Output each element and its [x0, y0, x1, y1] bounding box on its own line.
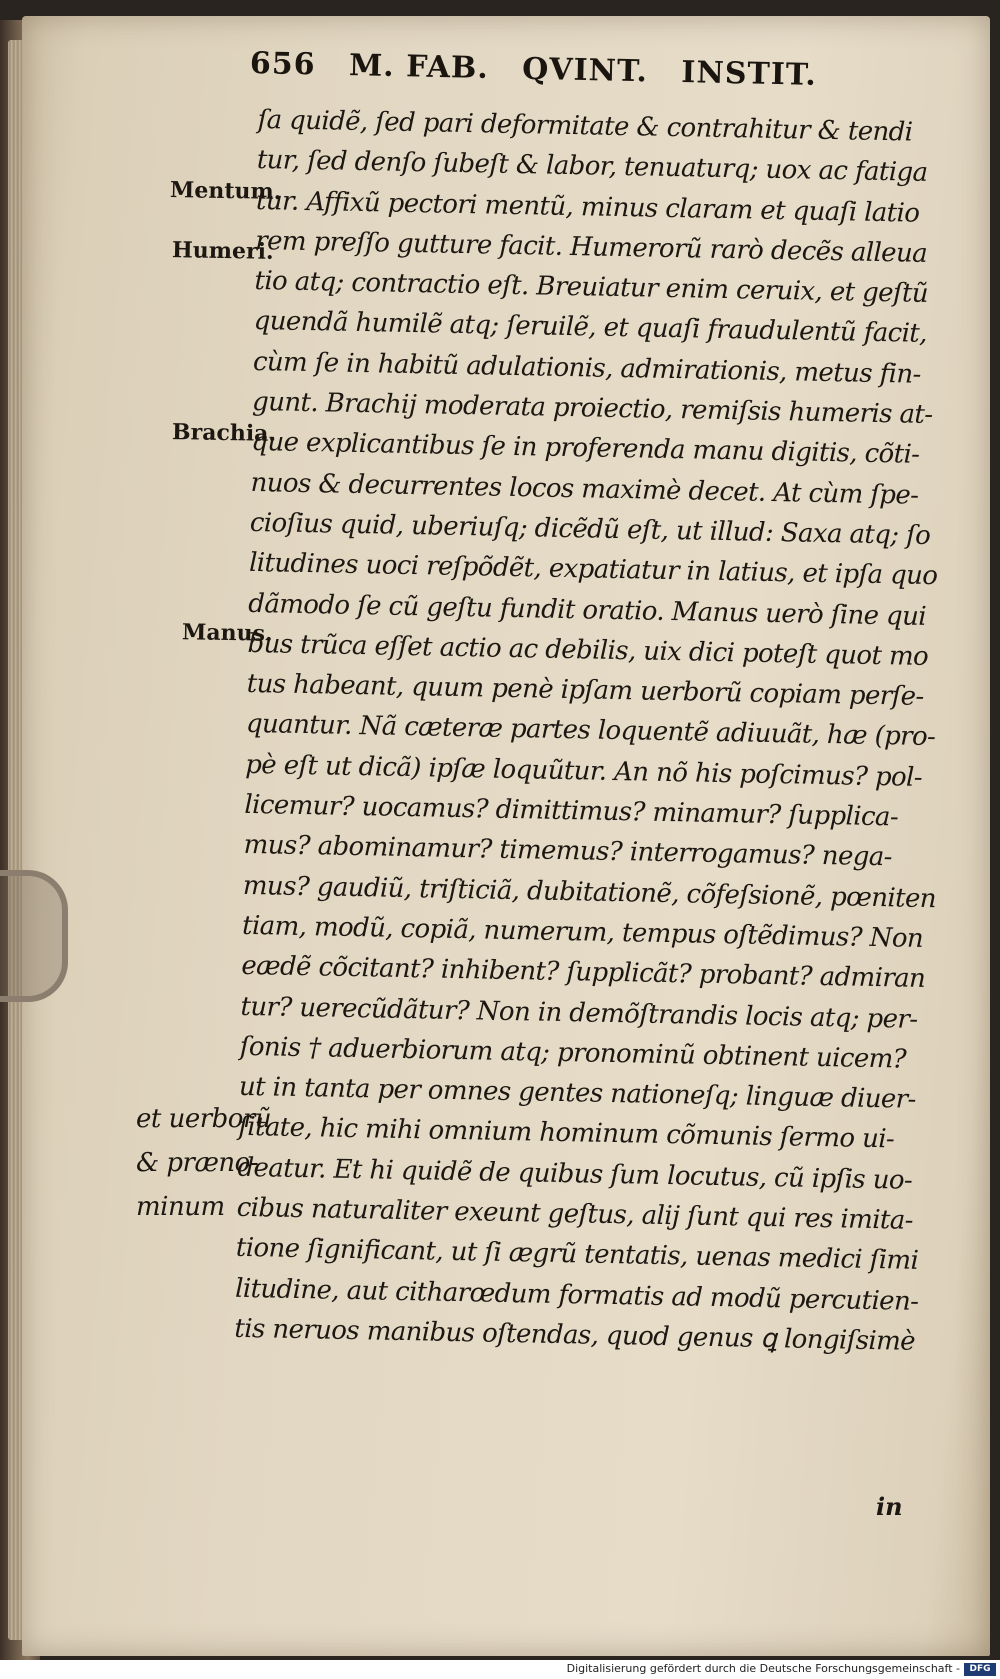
text-line: rem preſſo gutture facit. Humerorũ rarò decẽs alleua	[255, 225, 928, 269]
text-line: tis neruos manibus oſtendas, quod genus ꝗ longiſsimè	[234, 1313, 916, 1357]
text-line: tiam, modũ, copiã, numerum, tempus oſtẽdimus? Non	[241, 910, 924, 954]
text-line: mus? gaudiũ, triſticiã, dubitationẽ, cõfeſsionẽ, pœniten	[242, 870, 937, 914]
text-line: bus trũca eſſet actio ac debilis, uix dici poteſt quot mo	[247, 628, 929, 672]
margin-addition: minum	[136, 1192, 225, 1222]
margin-addition: et uerborũ	[136, 1104, 272, 1134]
margin-note-manus: Manus.	[181, 619, 273, 647]
text-line: que explicantibus ſe in proferenda manu digitis, cõti-	[251, 427, 920, 471]
page-number: 656	[249, 46, 316, 83]
margin-note-mentum: Mentum.	[169, 177, 282, 205]
text-line: tus habeant, quum penè ipſam uerborũ copiam perſe-	[246, 669, 924, 713]
text-line: licemur? uocamus? dimittimus? minamur? ſupplica-	[244, 789, 899, 833]
text-line: cùm ſe in habitũ adulationis, admirationis, metus fin-	[252, 346, 921, 390]
text-line: ſitate, hic mihi omnium hominum cõmunis ſermo ui-	[237, 1112, 895, 1155]
running-head-part: M. FAB.	[348, 48, 490, 86]
running-head-part: INSTIT.	[681, 55, 818, 93]
text-line: mus? abominamur? timemus? interrogamus? nega-	[243, 830, 893, 873]
text-line: eædẽ cõcitant? inhibent? ſupplicãt? probant? admiran	[241, 951, 926, 995]
text-line: ut in tanta per omnes gentes nationeſq; linguæ diuer-	[238, 1071, 916, 1115]
text-line: tio atq; contractio eſt. Breuiatur enim ceruix, et geſtũ	[254, 266, 929, 310]
margin-addition: & præno-	[136, 1148, 259, 1178]
text-line: ſa quidẽ, ſed pari deformitate & contrahitur & tendi	[257, 104, 913, 148]
text-line: tione ſignificant, ut ſi ægrũ tentatis, uenas medici ſimi	[235, 1233, 919, 1277]
text-line: litudine, aut citharœdum formatis ad modũ percutien-	[234, 1273, 919, 1317]
margin-note-humeri: Humeri.	[171, 237, 274, 265]
book-clasp	[0, 870, 68, 1002]
text-line: cioſius quid, uberiuſq; dicẽdũ eſt, ut illud: Saxa atq; ſo	[249, 507, 931, 551]
text-line: quendã humilẽ atq; ſeruilẽ, et quaſi fraudulentũ facit,	[253, 306, 928, 350]
dfg-credit: Digitalisierung gefördert durch die Deutsche Forschungsgemeinschaft -	[566, 1662, 960, 1675]
text-line: tur. Affixũ pectori mentũ, minus claram et quaſi latio	[255, 185, 920, 229]
dfg-logo: DFG	[964, 1663, 996, 1676]
text-line: deatur. Et hi quidẽ de quibus ſum locutus, cũ ipſis uo-	[237, 1152, 913, 1196]
text-line: quantur. Nã cæteræ partes loquentẽ adiuuãt, hæ (pro-	[245, 709, 936, 753]
text-line: cibus naturaliter exeunt geſtus, alij ſunt qui res imita-	[236, 1192, 914, 1236]
main-text	[234, 100, 938, 1361]
catchword: in	[876, 1492, 903, 1521]
text-line: dãmodo ſe cũ geſtu fundit oratio. Manus uerò ſine qui	[248, 588, 927, 632]
text-line: gunt. Brachij moderata proiectio, remiſsis humeris at-	[251, 387, 933, 431]
text-line: litudines uoci reſpõdẽt, expatiatur in latius, et ipſa quo	[248, 548, 938, 592]
text-line: tur, ſed denſo ſubeſt & labor, tenuaturq; uox ac fatiga	[256, 145, 928, 189]
text-line: tur? uerecũdãtur? Non in demõſtrandis locis atq; per-	[240, 991, 918, 1035]
text-line: pè eſt ut dicã) ipſæ loquũtur. An nõ his poſcimus? pol-	[244, 749, 923, 793]
margin-note-brachia: Brachia.	[171, 419, 277, 447]
running-head-part: QVINT.	[521, 51, 649, 90]
text-line: ſonis † aduerbiorum atq; pronominũ obtinent uicem?	[239, 1031, 907, 1075]
text-line: nuos & decurrentes locos maximè decet. At cùm ſpe-	[250, 467, 919, 511]
